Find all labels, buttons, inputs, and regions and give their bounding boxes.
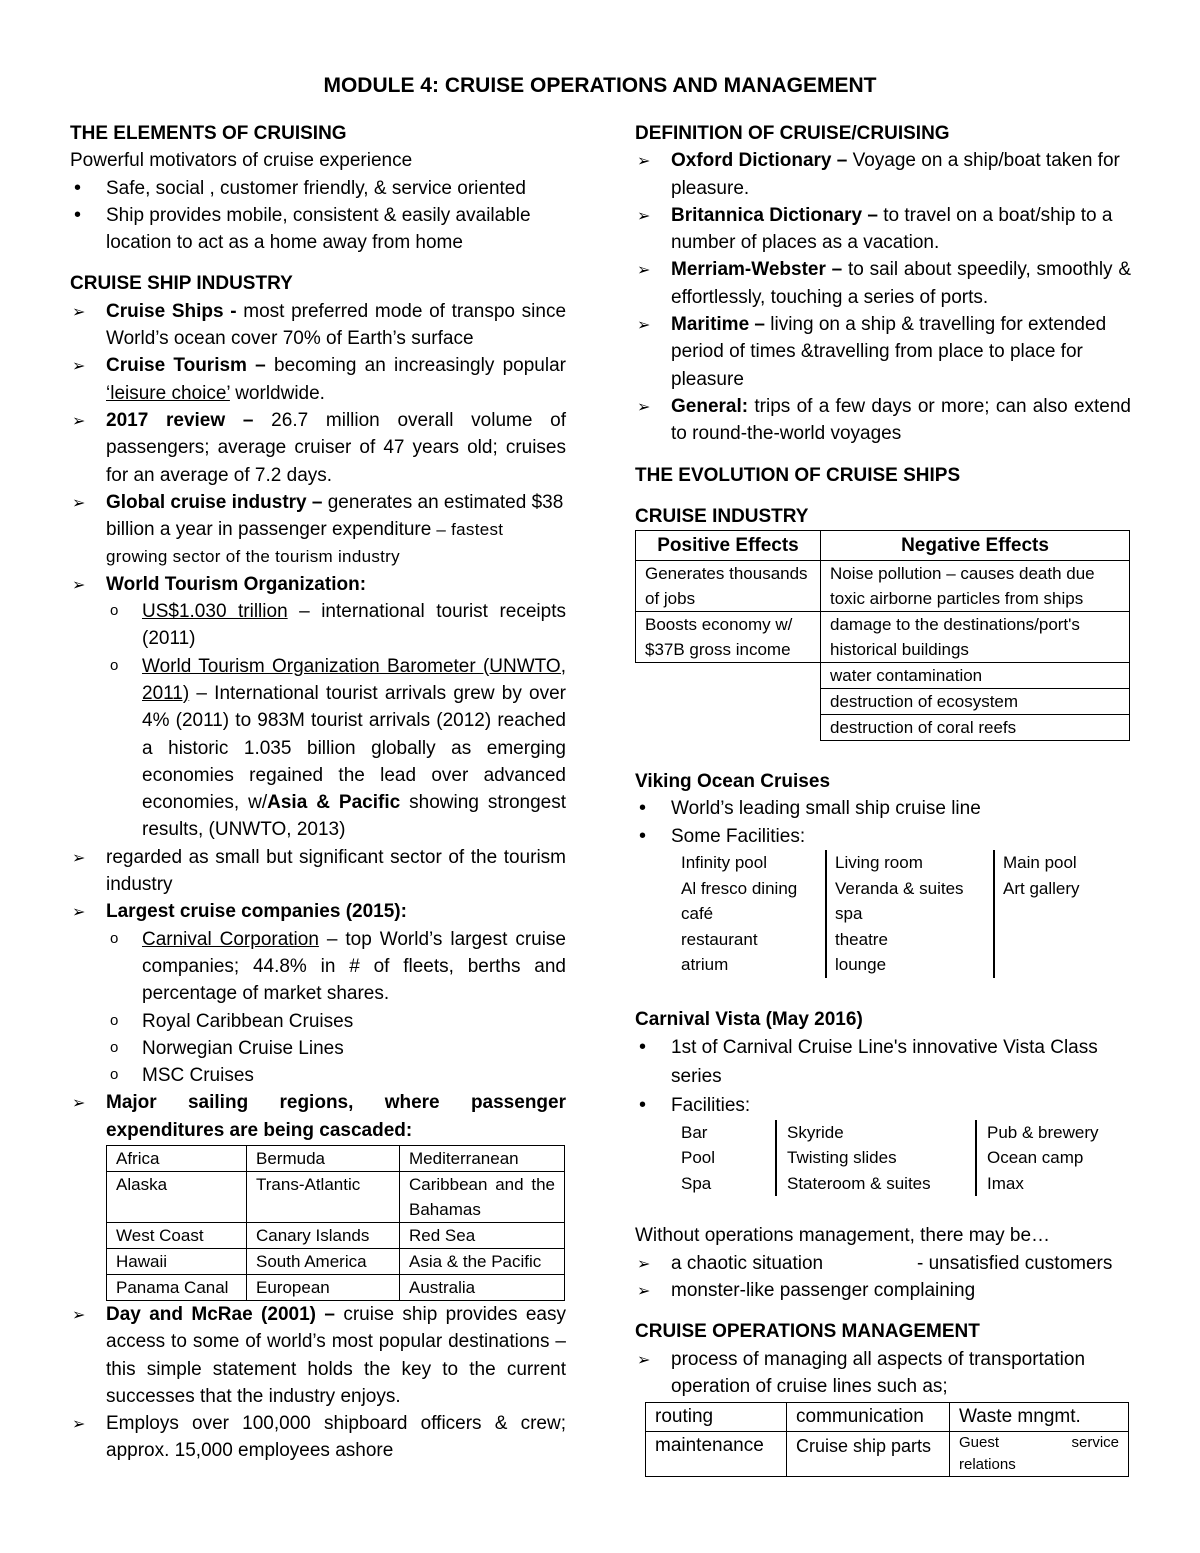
text: showing strongest results, (UNWTO, 2013) bbox=[142, 792, 567, 841]
list-item bbox=[635, 1250, 1131, 1277]
list-item bbox=[106, 926, 566, 1008]
list-item: ➢ process of managing all aspects of transportation operation of cruise lines such as; bbox=[635, 1346, 1131, 1401]
table-cell: Panama Canal bbox=[107, 1274, 247, 1300]
table-cell: communication bbox=[787, 1403, 950, 1432]
ops-heading: CRUISE OPERATIONS MANAGEMENT bbox=[635, 1321, 980, 1343]
term: Britannica Dictionary – bbox=[671, 204, 878, 226]
table-row bbox=[636, 715, 1130, 741]
facility-item: Infinity pool bbox=[681, 853, 767, 873]
list-item bbox=[70, 1301, 566, 1410]
negative-header: Negative Effects bbox=[821, 531, 1130, 561]
facility-item: spa bbox=[835, 904, 863, 924]
text: generates an estimated $38 billion a year in passenger expenditure bbox=[106, 491, 564, 541]
positive-header: Positive Effects bbox=[636, 531, 821, 561]
table-cell: Hawaii bbox=[107, 1248, 247, 1274]
facility-item: café bbox=[681, 904, 714, 924]
list-item: o Norwegian Cruise Lines bbox=[106, 1035, 566, 1062]
table-cell: Noise pollution – causes death due toxic airborne particles from ships bbox=[821, 561, 1130, 612]
cruise-industry-heading: CRUISE INDUSTRY bbox=[635, 505, 809, 527]
list-item: o Royal Caribbean Cruises bbox=[106, 1008, 566, 1035]
table-cell: Waste mngmt. bbox=[950, 1403, 1129, 1432]
facilities-column bbox=[826, 850, 994, 978]
table-cell: European bbox=[247, 1274, 400, 1300]
table-cell: Canary Islands bbox=[247, 1222, 400, 1248]
table-cell: Africa bbox=[107, 1145, 247, 1171]
underlined-text: ‘leisure choice’ bbox=[106, 382, 230, 404]
table-cell: damage to the destinations/port's historical buildings bbox=[821, 612, 1130, 663]
list-item bbox=[106, 598, 566, 653]
facility-item: lounge bbox=[835, 955, 887, 975]
table-cell: Generates thousands of jobs bbox=[636, 561, 821, 612]
text: - unsatisfied customers bbox=[917, 1252, 1113, 1274]
table-cell: Caribbean and the Bahamas bbox=[400, 1171, 565, 1222]
text: becoming an increasingly popular bbox=[265, 355, 566, 377]
left-column bbox=[70, 120, 566, 1465]
viking-list bbox=[635, 795, 1131, 850]
facility-item: Main pool bbox=[1003, 853, 1077, 873]
definition-list bbox=[635, 147, 1131, 447]
list-item bbox=[635, 256, 1131, 311]
small-text: – fastest growing sector of the tourism industry bbox=[106, 520, 504, 567]
list-item bbox=[635, 202, 1131, 257]
industry-list bbox=[70, 298, 566, 1465]
text: most preferred mode of transpo since World’s ocean cover 70% of Earth’s surface bbox=[106, 300, 567, 350]
term: Day and McRae (2001) – bbox=[106, 1303, 335, 1325]
table-cell: destruction of coral reefs bbox=[821, 715, 1130, 741]
text: trips of a few days or more; can also extend to round-the-world voyages bbox=[671, 395, 1131, 445]
vista-heading: Carnival Vista (May 2016) bbox=[635, 1008, 863, 1030]
facility-item: Twisting slides bbox=[787, 1148, 897, 1168]
table-cell: routing bbox=[646, 1403, 787, 1432]
table-cell: water contamination bbox=[821, 663, 1130, 689]
list-item bbox=[635, 311, 1131, 393]
viking-heading: Viking Ocean Cruises bbox=[635, 771, 831, 793]
table-cell: Trans-Atlantic bbox=[247, 1171, 400, 1222]
table-cell: destruction of ecosystem bbox=[821, 689, 1130, 715]
text: cruise ship provides easy access to some of world’s most popular destinations – this simple statement holds the key to the current successes that the industry enjoys. bbox=[106, 1303, 566, 1407]
facility-item: Spa bbox=[681, 1173, 712, 1193]
list-item: ➢ monster-like passenger complaining bbox=[635, 1277, 1131, 1304]
text: Voyage on a ship/boat taken for pleasure. bbox=[671, 150, 1120, 199]
text: relations bbox=[959, 1456, 1016, 1474]
table-row bbox=[107, 1222, 565, 1248]
table-row bbox=[636, 561, 1130, 612]
list-item: • World’s leading small ship cruise line bbox=[635, 795, 1131, 822]
regions-table bbox=[106, 1145, 565, 1301]
list-item bbox=[70, 898, 566, 1089]
text: a chaotic situation bbox=[671, 1252, 824, 1274]
facility-item: theatre bbox=[835, 929, 888, 949]
facility-item: atrium bbox=[681, 955, 729, 975]
elements-intro: Powerful motivators of cruise experience bbox=[70, 150, 413, 172]
effects-table bbox=[635, 530, 1130, 741]
list-item bbox=[635, 147, 1131, 202]
page-title: MODULE 4: CRUISE OPERATIONS AND MANAGEMENT bbox=[323, 74, 877, 97]
term: Maritime – bbox=[671, 314, 765, 336]
table-row bbox=[646, 1403, 1129, 1432]
facility-item: Art gallery bbox=[1003, 878, 1080, 898]
text: service bbox=[1071, 1434, 1119, 1452]
text: – International tourist arrivals grew by over 4% (2011) to 983M tourist arrivals (2012) reached a historic 1.035 billion globally as emerging economies regained the lead over advanced economies, w/ bbox=[142, 682, 566, 814]
without-list bbox=[635, 1250, 1131, 1305]
ops-table bbox=[645, 1402, 1129, 1477]
list-item bbox=[106, 653, 566, 844]
table-row bbox=[636, 663, 1130, 689]
text: living on a ship & travelling for extended period of times &travelling from place to place for pleasure bbox=[671, 314, 1107, 390]
list-item: • Facilities: bbox=[635, 1091, 1131, 1120]
table-header-row bbox=[636, 531, 1130, 561]
text: 26.7 million overall volume of passengers; average cruiser of 47 years old; cruises for an average of 7.2 days. bbox=[106, 409, 566, 486]
facilities-column bbox=[976, 1120, 1107, 1197]
term: Major sailing regions, where passenger expenditures are being cascaded: bbox=[106, 1092, 566, 1141]
table-cell: Mediterranean bbox=[400, 1145, 565, 1171]
table-row bbox=[646, 1432, 1129, 1477]
list-item bbox=[70, 298, 566, 353]
table-cell: West Coast bbox=[107, 1222, 247, 1248]
right-column bbox=[635, 120, 1131, 1477]
facility-item: Stateroom & suites bbox=[787, 1173, 931, 1193]
table-cell: Boosts economy w/ $37B gross income bbox=[636, 612, 821, 663]
facility-item: Pool bbox=[681, 1148, 716, 1168]
table-cell: Alaska bbox=[107, 1171, 247, 1222]
list-item: • Safe, social , customer friendly, & service oriented bbox=[70, 175, 566, 202]
list-item bbox=[70, 1089, 566, 1301]
term: Cruise Ships - bbox=[106, 300, 237, 322]
term: Largest cruise companies (2015): bbox=[106, 901, 407, 923]
underlined-text: Carnival Corporation bbox=[142, 928, 319, 950]
term: General: bbox=[671, 395, 749, 417]
facility-item: Bar bbox=[681, 1122, 708, 1142]
facilities-column bbox=[681, 1120, 776, 1197]
table-cell: Cruise ship parts bbox=[787, 1432, 950, 1477]
list-item bbox=[70, 407, 566, 489]
table-cell: Asia & the Pacific bbox=[400, 1248, 565, 1274]
list-item bbox=[70, 352, 566, 407]
table-cell bbox=[950, 1432, 1129, 1477]
elements-heading: THE ELEMENTS OF CRUISING bbox=[70, 123, 347, 144]
facility-item: Ocean camp bbox=[987, 1148, 1084, 1168]
facilities-column bbox=[994, 850, 1088, 978]
list-item: • Some Facilities: bbox=[635, 823, 1131, 850]
industry-heading: CRUISE SHIP INDUSTRY bbox=[70, 273, 293, 295]
term: World Tourism Organization: bbox=[106, 573, 367, 595]
text: Guest bbox=[959, 1434, 1000, 1452]
facilities-column bbox=[776, 1120, 976, 1197]
companies-list bbox=[106, 926, 566, 1090]
text: to travel on a boat/ship to a number of places as a vacation. bbox=[671, 204, 1113, 254]
list-item: ➢ regarded as small but significant sector of the tourism industry bbox=[70, 844, 566, 899]
evolution-heading: THE EVOLUTION OF CRUISE SHIPS bbox=[635, 464, 961, 486]
vista-facilities-table bbox=[681, 1120, 1107, 1197]
facilities-column bbox=[681, 850, 826, 978]
term: 2017 review – bbox=[106, 409, 254, 431]
table-row bbox=[636, 689, 1130, 715]
term: Cruise Tourism – bbox=[106, 355, 266, 377]
elements-list bbox=[70, 175, 566, 257]
underlined-text: World Tourism Organization Barometer (UNWTO, 2011) bbox=[142, 655, 566, 704]
list-item: • Ship provides mobile, consistent & easily available location to act as a home away from home bbox=[70, 202, 566, 257]
viking-facilities-table bbox=[681, 850, 1088, 978]
facility-item: Imax bbox=[987, 1173, 1024, 1193]
ops-list bbox=[635, 1346, 1131, 1401]
facility-item: Veranda & suites bbox=[835, 878, 964, 898]
wto-list bbox=[106, 598, 566, 844]
facility-item: Skyride bbox=[787, 1122, 844, 1142]
table-row bbox=[107, 1274, 565, 1300]
table-row bbox=[107, 1145, 565, 1171]
without-intro: Without operations management, there may be… bbox=[635, 1225, 1051, 1247]
facility-item: restaurant bbox=[681, 929, 758, 949]
term: Oxford Dictionary – bbox=[671, 150, 848, 172]
text: – international tourist receipts (2011) bbox=[142, 601, 566, 650]
table-row bbox=[107, 1171, 565, 1222]
table-cell: Australia bbox=[400, 1274, 565, 1300]
table-row bbox=[107, 1248, 565, 1274]
definition-heading: DEFINITION OF CRUISE/CRUISING bbox=[635, 123, 950, 144]
underlined-text: US$1.030 trillion bbox=[142, 601, 288, 623]
term: Merriam-Webster – bbox=[671, 259, 843, 281]
list-item: o MSC Cruises bbox=[106, 1062, 566, 1089]
list-item bbox=[70, 489, 566, 571]
text: to sail about speedily, smoothly & effortlessly, touching a series of ports. bbox=[671, 259, 1131, 308]
facility-item: Living room bbox=[835, 853, 923, 873]
text: – top World’s largest cruise companies; 44.8% in # of fleets, berths and percentage of market shares. bbox=[142, 928, 567, 1005]
bold-text: Asia & Pacific bbox=[267, 792, 401, 814]
table-cell: South America bbox=[247, 1248, 400, 1274]
vista-list bbox=[635, 1033, 1131, 1120]
facility-item: Pub & brewery bbox=[987, 1122, 1099, 1142]
list-item bbox=[70, 571, 566, 844]
text: worldwide. bbox=[229, 382, 325, 404]
table-cell: Bermuda bbox=[247, 1145, 400, 1171]
table-row bbox=[636, 612, 1130, 663]
term: Global cruise industry – bbox=[106, 491, 323, 513]
facility-item: Al fresco dining bbox=[681, 878, 798, 898]
list-item: • 1st of Carnival Cruise Line's innovative Vista Class series bbox=[635, 1033, 1131, 1091]
list-item bbox=[635, 393, 1131, 448]
table-cell: Red Sea bbox=[400, 1222, 565, 1248]
list-item: ➢ Employs over 100,000 shipboard officers & crew; approx. 15,000 employees ashore bbox=[70, 1410, 566, 1465]
table-cell: maintenance bbox=[646, 1432, 787, 1477]
